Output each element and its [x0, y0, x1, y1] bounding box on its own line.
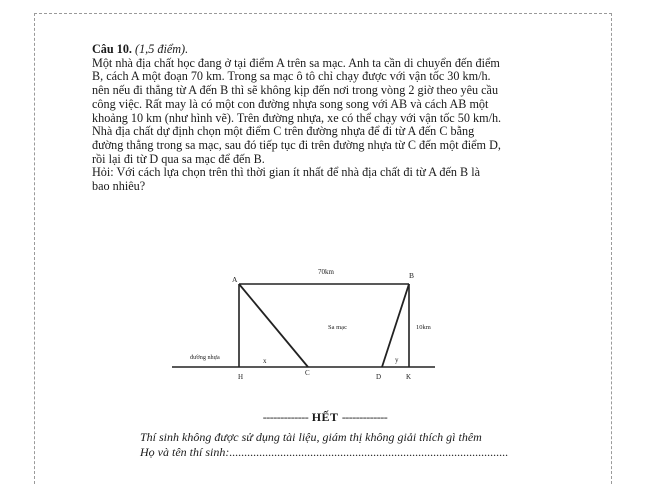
- question-line: rồi lại đi từ D qua sa mạc để đến B.: [92, 151, 265, 166]
- question-line: Một nhà địa chất học đang ở tại điểm A trên sa mạc. Anh ta cần di chuyển đến điểm: [92, 55, 500, 70]
- candidate-name-line: [140, 445, 508, 460]
- segment-x-label: x: [263, 357, 267, 365]
- point-b-label: B: [409, 271, 415, 280]
- end-marker: [0, 410, 650, 425]
- footer-notes: [140, 430, 508, 460]
- point-k-label: K: [406, 373, 412, 381]
- question-line: công việc. Rất may là có một con đường nhựa song song với AB và cách AB một: [92, 96, 489, 111]
- point-d-label: D: [376, 373, 382, 381]
- question-line: bao nhiêu?: [92, 179, 146, 194]
- distance-ab-label: 70km: [318, 268, 334, 276]
- question-score: (1,5 điểm).: [135, 42, 189, 56]
- road-label: đường nhựa: [190, 354, 220, 361]
- end-dashes-right: -------------: [341, 410, 388, 424]
- question-line: khoảng 10 km (như hình vẽ). Trên đường nhựa, xe có thể chạy với vận tốc 50 km/h.: [92, 110, 502, 125]
- question-line: Nhà địa chất dự định chọn một điểm C trên đường nhựa để đi từ A đến C bằng: [92, 124, 475, 139]
- end-dashes-left: -------------: [262, 410, 309, 424]
- question-line: B, cách A một đoạn 70 km. Trong sa mạc ô tô chỉ chạy được với vận tốc 30 km/h.: [92, 69, 491, 84]
- candidate-name-label: Họ và tên thí sinh:: [140, 445, 230, 459]
- question-line: nên nếu đi thẳng từ A đến B thì sẽ không kịp đến nơi trong vòng 2 giờ theo yêu cầu: [92, 83, 499, 98]
- exam-rule-note: Thí sinh không được sử dụng tài liệu, giám thị không giải thích gì thêm: [140, 430, 482, 444]
- page-border-top: [34, 13, 612, 14]
- question-title: Câu 10.: [92, 42, 132, 56]
- distance-bk-label: 10km: [416, 324, 431, 331]
- desert-label: Sa mạc: [328, 324, 347, 331]
- question-line: đường thẳng trong sa mạc, sau đó tiếp tục đi trên đường nhựa từ C đến một điểm D,: [92, 137, 501, 152]
- geometry-diagram: [160, 262, 460, 387]
- question-heading: [92, 43, 587, 57]
- segment-ac: [239, 284, 308, 367]
- segment-y-label: y: [395, 356, 399, 364]
- point-h-label: H: [238, 373, 244, 381]
- question-block: [92, 43, 587, 194]
- candidate-name-dots: .............................................................................................: [229, 445, 509, 459]
- point-a-label: A: [232, 275, 238, 284]
- question-line: Hỏi: Với cách lựa chọn trên thì thời gian ít nhất để nhà địa chất đi từ A đến B là: [92, 165, 481, 180]
- end-label: HẾT: [311, 410, 339, 424]
- point-c-label: C: [305, 369, 310, 377]
- segment-db: [382, 284, 409, 367]
